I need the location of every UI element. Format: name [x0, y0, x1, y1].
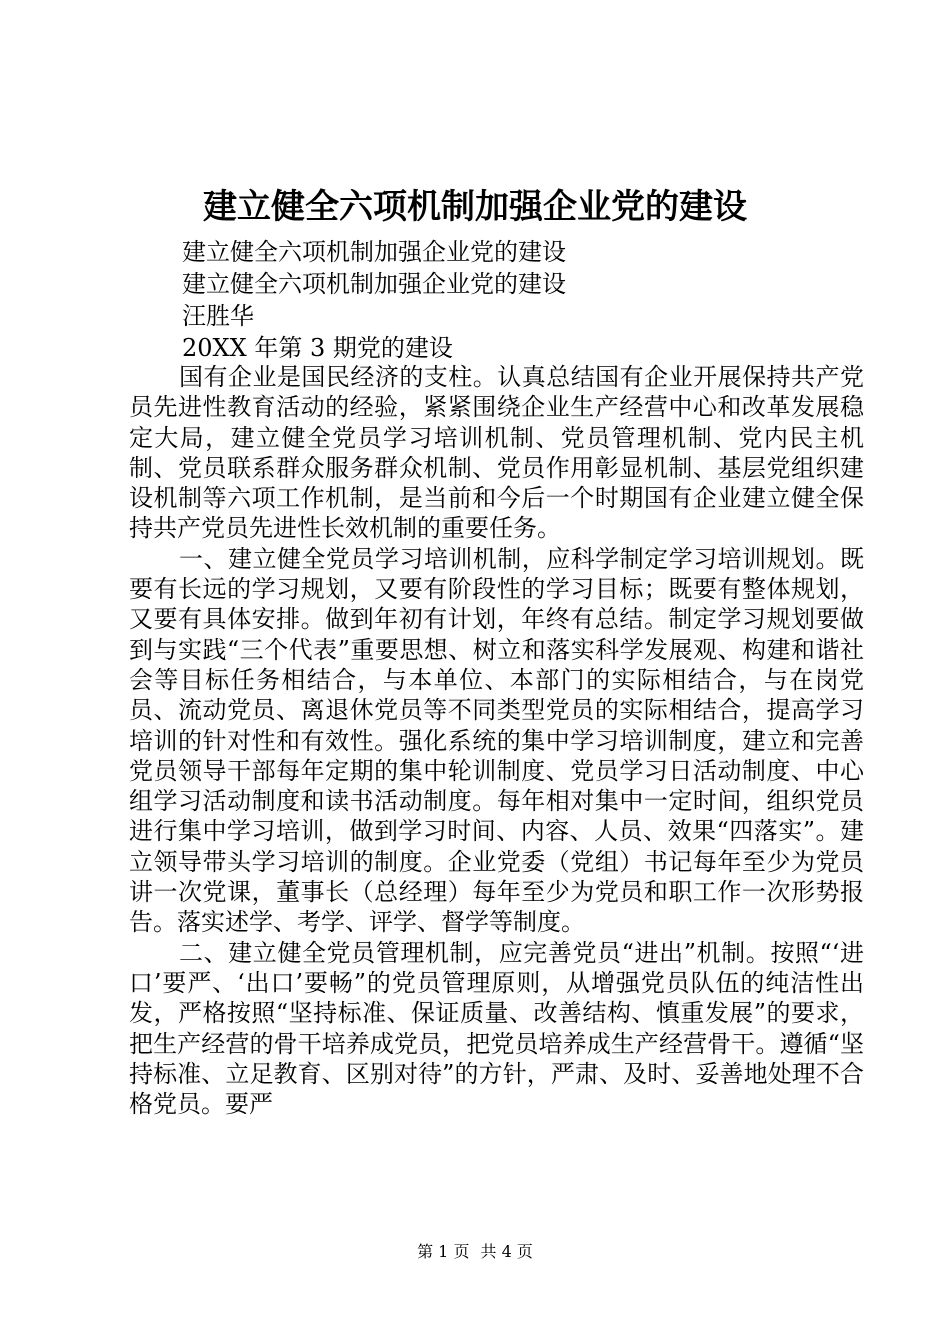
paragraph-section-1: 一、建立健全党员学习培训机制，应科学制定学习培训规划。既要有长远的学习规划，又要有阶段性的学习目标；既要有整体规划，又要有具体安排。做到年初有计划，年终有总结。制定学习规划要做到与实践“三个代表”重要思想、树立和落实科学发展观、构建和谐社会等目标任务相结合，与本单位、本部门的实际相结合，与在岗党员、流动党员、离退休党员等不同类型党员的实际相结合，提高学习培训的针对性和有效性。强化系统的集中学习培训制度，建立和完善党员领导干部每年定期的集中轮训制度、党员学习日活动制度、中心组学习活动制度和读书活动制度。每年相对集中一定时间，组织党员进行集中学习培训，做到学习时间、内容、人员、效果“四落实”。建立领导带头学习培训的制度。企业党委（党组）书记每年至少为党员讲一次党课，董事长（总经理）每年至少为党员和职工作一次形势报告。落实述学、考学、评学、督学等制度。 — [129, 544, 864, 937]
paragraph-intro: 国有企业是国民经济的支柱。认真总结国有企业开展保持共产党员先进性教育活动的经验，紧紧围绕企业生产经营中心和改革发展稳定大局，建立健全党员学习培训机制、党员管理机制、党内民主机制、党员联系群众服务群众机制、党员作用彰显机制、基层党组织建设机制等六项工作机制，是当前和今后一个时期国有企业建立健全保持共产党员先进性长效机制的重要任务。 — [129, 363, 864, 543]
page-total: 共 4 页 — [480, 1242, 533, 1261]
document-title: 建立健全六项机制加强企业党的建设 — [203, 187, 747, 227]
document-body — [129, 362, 864, 1119]
paragraph-section-2: 二、建立健全党员管理机制，应完善党员“进出”机制。按照“‘进口’要严、‘出口’要畅”的党员管理原则，从增强党员队伍的纯洁性出发，严格按照“坚持标准、保证质量、改善结构、慎重发展”的要求，把生产经营的骨干培养成党员，把党员培养成生产经营骨干。遵循“坚持标准、立足教育、区别对待”的方针，严肃、及时、妥善地处理不合格党员。要严 — [129, 938, 864, 1119]
author-line: 汪胜华 — [182, 302, 254, 330]
subtitle-line-2: 建立健全六项机制加强企业党的建设 — [182, 270, 566, 298]
page-number: 第 1 页 — [417, 1242, 470, 1261]
page-footer — [0, 1240, 950, 1264]
source-line: 20XX 年第 3 期党的建设 — [182, 334, 453, 362]
subtitle-line-1: 建立健全六项机制加强企业党的建设 — [182, 238, 566, 266]
